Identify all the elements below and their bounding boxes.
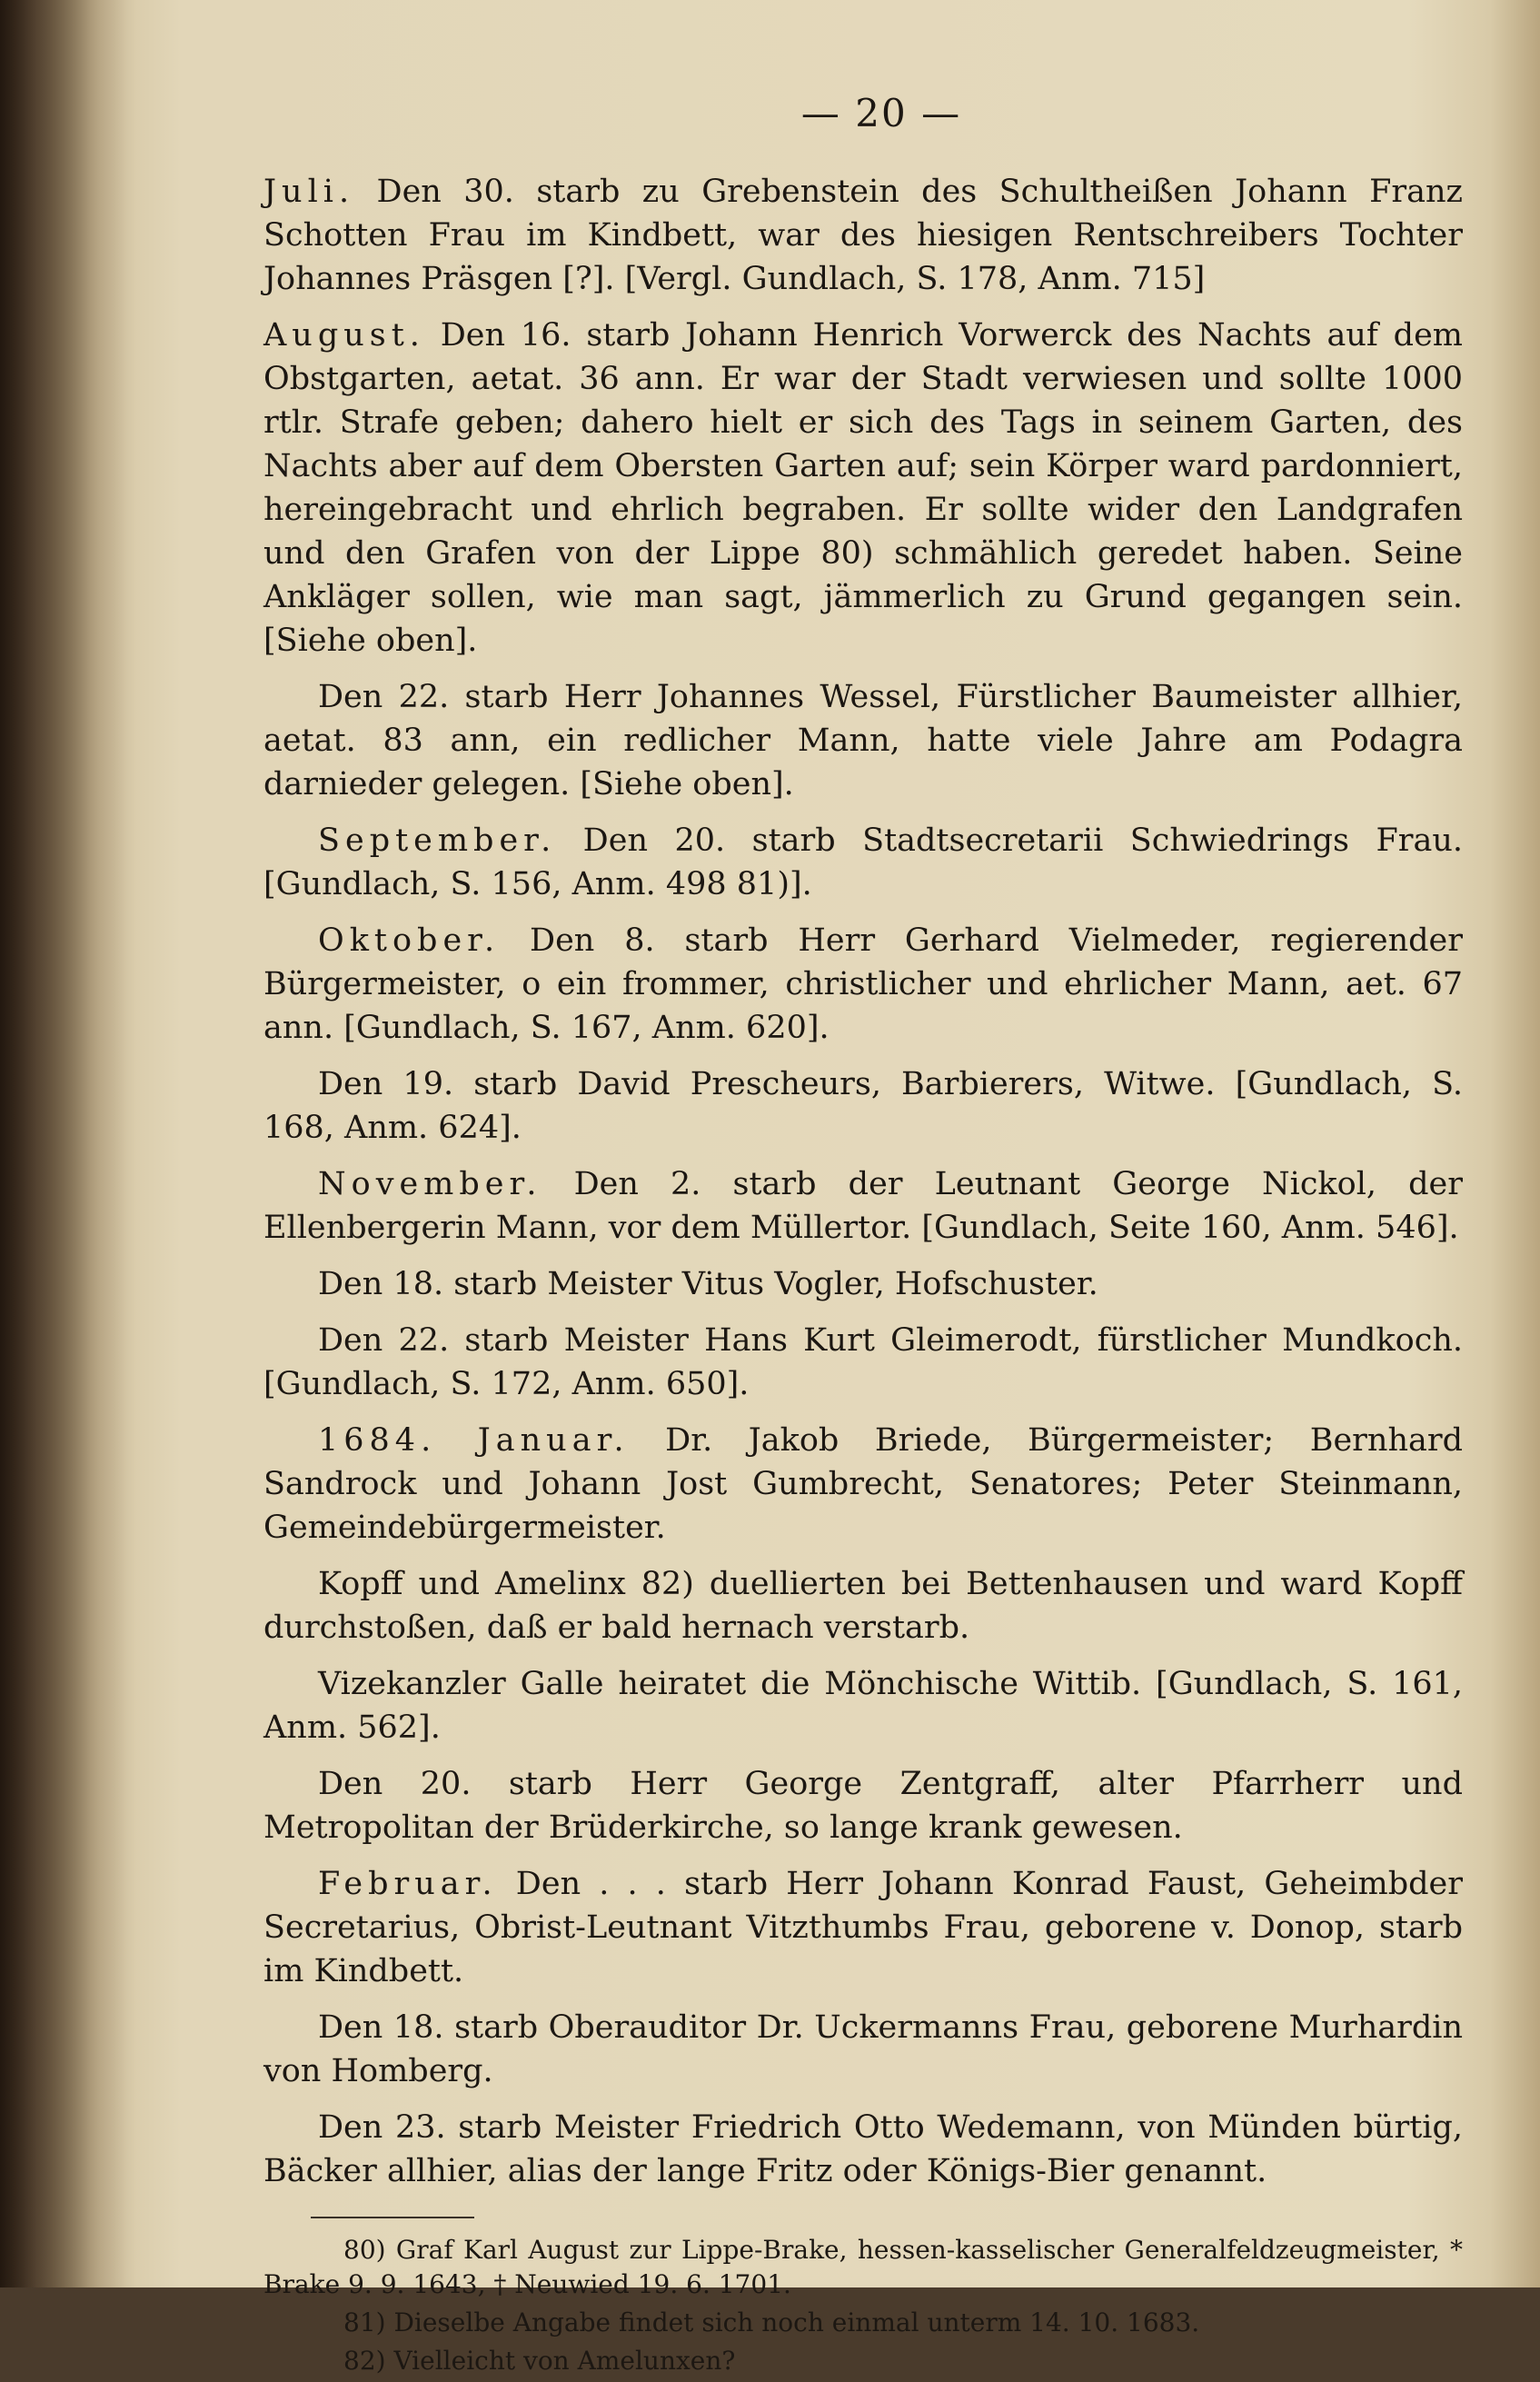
month-label: Oktober. — [318, 922, 501, 959]
page-body — [263, 91, 1463, 2382]
footnote-81: 81) Dieselbe Angabe findet sich noch einmal unterm 14. 10. 1683. — [343, 2307, 1200, 2337]
entry-text: Den 20. starb Herr George Zentgraff, alter Pfarrherr und Metropolitan der Brüderkirche, so lange krank gewesen. — [263, 1766, 1463, 1846]
entry-august — [263, 314, 1463, 663]
entry-text: Vizekanzler Galle heiratet die Mönchische Wittib. [Gundlach, S. 161, Anm. 562]. — [263, 1666, 1463, 1746]
entry-text: Den 22. starb Herr Johannes Wessel, Fürstlicher Baumeister allhier, aetat. 83 ann, ein redlicher Mann, hatte viele Jahre am Podagra darnieder gelegen. [Siehe oben]. — [263, 679, 1463, 802]
entry-text: Den 30. starb zu Grebenstein des Schultheißen Johann Franz Schotten Frau im Kindbett, war des hiesigen Rentschreibers Tochter Johannes Präsgen [?]. [Vergl. Gundlach, S. 178, Anm. 715] — [263, 174, 1463, 297]
entry-text: Den 18. starb Meister Vitus Vogler, Hofschuster. — [318, 1266, 1098, 1302]
entry-vizekanzler — [263, 1662, 1463, 1749]
entry-text: Den 16. starb Johann Henrich Vorwerck des Nachts auf dem Obstgarten, aetat. 36 ann. Er war der Stadt verwiesen und sollte 1000 rtlr. Strafe geben; dahero hielt er sich des Tags in seinem Garten, des Nachts aber auf dem Obersten Garten auf; sein Körper ward pardonniert, hereingebracht und ehrlich begraben. Er sollte wider den Landgrafen und den Grafen von der Lippe 80) schmählich geredet haben. Seine Ankläger sollen, wie man sagt, jämmerlich zu Grund gegangen sein. [Siehe oben]. — [263, 317, 1463, 659]
entry-september — [263, 819, 1463, 906]
month-label: August. — [263, 317, 425, 354]
entry-oktober — [263, 919, 1463, 1050]
entry-januar-20 — [263, 1762, 1463, 1849]
entry-text: Den . . . starb Herr Johann Konrad Faust, Geheimbder Secretarius, Obrist-Leutnant Vitzthumbs Frau, geborene v. Donop, starb im Kindbett. — [263, 1866, 1463, 1989]
entry-text: Den 18. starb Oberauditor Dr. Uckermanns Frau, geborene Murhardin von Homberg. — [263, 2009, 1463, 2089]
entry-februar — [263, 1862, 1463, 1993]
entry-oktober-19 — [263, 1062, 1463, 1150]
entry-november-18 — [263, 1262, 1463, 1306]
entry-februar-18 — [263, 2006, 1463, 2093]
month-label: September. — [318, 822, 557, 859]
entry-text: Kopff und Amelinx 82) duellierten bei Bettenhausen und ward Kopff durchstoßen, daß er bald hernach verstarb. — [263, 1566, 1463, 1646]
footnote-82: 82) Vielleicht von Amelunxen? — [343, 2346, 736, 2376]
month-label: November. — [318, 1166, 542, 1202]
year-month-label: 1684. Januar. — [318, 1422, 630, 1459]
month-label: Juli. — [263, 174, 355, 210]
month-label: Februar. — [318, 1866, 498, 1902]
entry-november-22 — [263, 1319, 1463, 1406]
entry-text: Den 23. starb Meister Friedrich Otto Wedemann, von Münden bürtig, Bäcker allhier, alias der lange Fritz oder Königs-Bier genannt. — [263, 2109, 1463, 2189]
entry-text: Den 2. starb der Leutnant George Nickol, der Ellenbergerin Mann, vor dem Müllertor. [Gundlach, Seite 160, Anm. 546]. — [263, 1166, 1463, 1246]
entry-text: Den 22. starb Meister Hans Kurt Gleimerodt, fürstlicher Mundkoch. [Gundlach, S. 172, Anm. 650]. — [263, 1322, 1463, 1402]
entry-november — [263, 1162, 1463, 1250]
entry-august-22 — [263, 675, 1463, 806]
entry-text: Den 20. starb Stadtsecretarii Schwiedrings Frau. [Gundlach, S. 156, Anm. 498 81)]. — [263, 822, 1463, 902]
entry-text: Den 8. starb Herr Gerhard Vielmeder, regierender Bürgermeister, o ein frommer, christlicher und ehrlicher Mann, aet. 67 ann. [Gundlach, S. 167, Anm. 620]. — [263, 922, 1463, 1046]
entry-text: Dr. Jakob Briede, Bürgermeister; Bernhard Sandrock und Johann Jost Gumbrecht, Senatores; Peter Steinmann, Gemeindebürgermeister. — [263, 1422, 1463, 1546]
entry-text: Den 19. starb David Prescheurs, Barbierers, Witwe. [Gundlach, S. 168, Anm. 624]. — [263, 1066, 1463, 1146]
footnote-rule — [311, 2217, 474, 2218]
entry-februar-23 — [263, 2106, 1463, 2193]
entry-juli — [263, 170, 1463, 301]
footnote-80: 80) Graf Karl August zur Lippe-Brake, hessen-kasselischer Generalfeldzeugmeister, * Brake 9. 9. 1643, † Neuwied 19. 6. 1701. — [263, 2235, 1463, 2299]
entry-1684-januar — [263, 1419, 1463, 1550]
entry-duel — [263, 1562, 1463, 1649]
page-number: — 20 — — [800, 91, 962, 135]
book-gutter — [0, 0, 136, 2287]
